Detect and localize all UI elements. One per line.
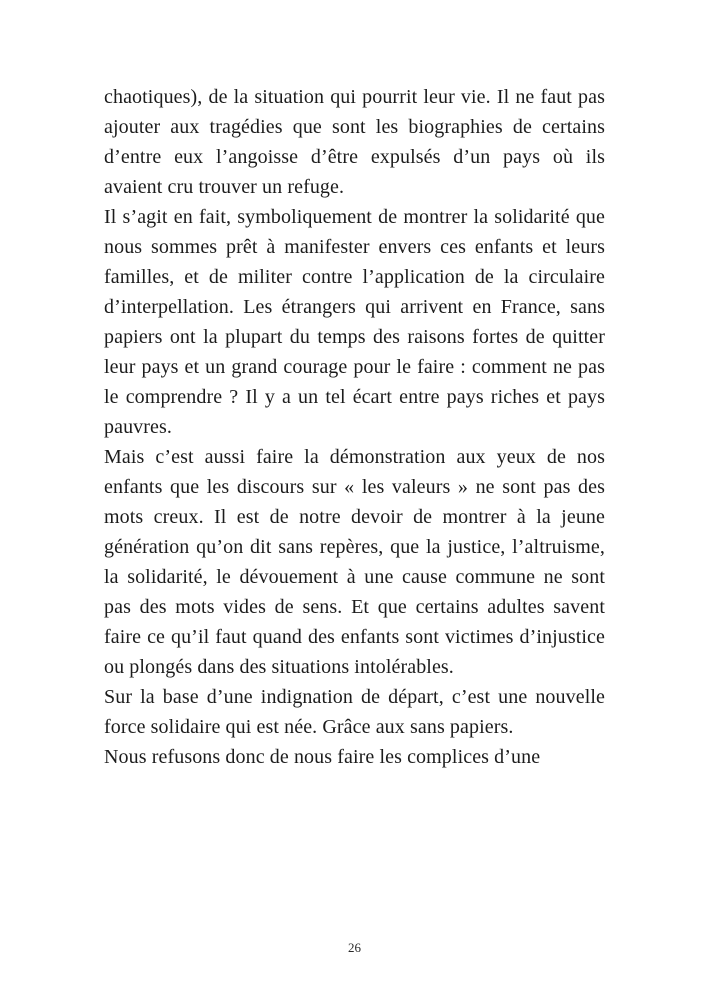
- paragraph: Sur la base d’une indignation de départ, c’est une nouvelle force solidaire qui est née. Grâce aux sans papiers.: [104, 686, 605, 738]
- paragraph: chaotiques), de la situation qui pourrit leur vie. Il ne faut pas ajouter aux tragédies que sont les biographies de certains d’entre eux l’angoisse d’être expulsés d’un pays où ils avaient cru trouver un refuge.: [104, 86, 605, 198]
- paragraph: Nous refusons donc de nous faire les complices d’une: [104, 746, 541, 768]
- page-body: [104, 82, 605, 772]
- paragraph: Il s’agit en fait, symboliquement de montrer la solidarité que nous sommes prêt à manifester envers ces enfants et leurs familles, et de militer contre l’application de la circulaire d’interpellation. Les étrangers qui arrivent en France, sans papiers ont la plupart du temps des raisons fortes de quitter leur pays et un grand courage pour le faire : comment ne pas le comprendre ? Il y a un tel écart entre pays riches et pays pauvres.: [104, 206, 605, 438]
- page-number: 26: [348, 940, 361, 955]
- paragraph: Mais c’est aussi faire la démonstration aux yeux de nos enfants que les discours sur « les valeurs » ne sont pas des mots creux. Il est de notre devoir de montrer à la jeune génération qu’on dit sans repères, que la justice, l’altruisme, la solidarité, le dévouement à une cause commune ne sont pas des mots vides de sens. Et que certains adultes savent faire ce qu’il faut quand des enfants sont victimes d’injustice ou plongés dans des situations intolérables.: [104, 446, 605, 678]
